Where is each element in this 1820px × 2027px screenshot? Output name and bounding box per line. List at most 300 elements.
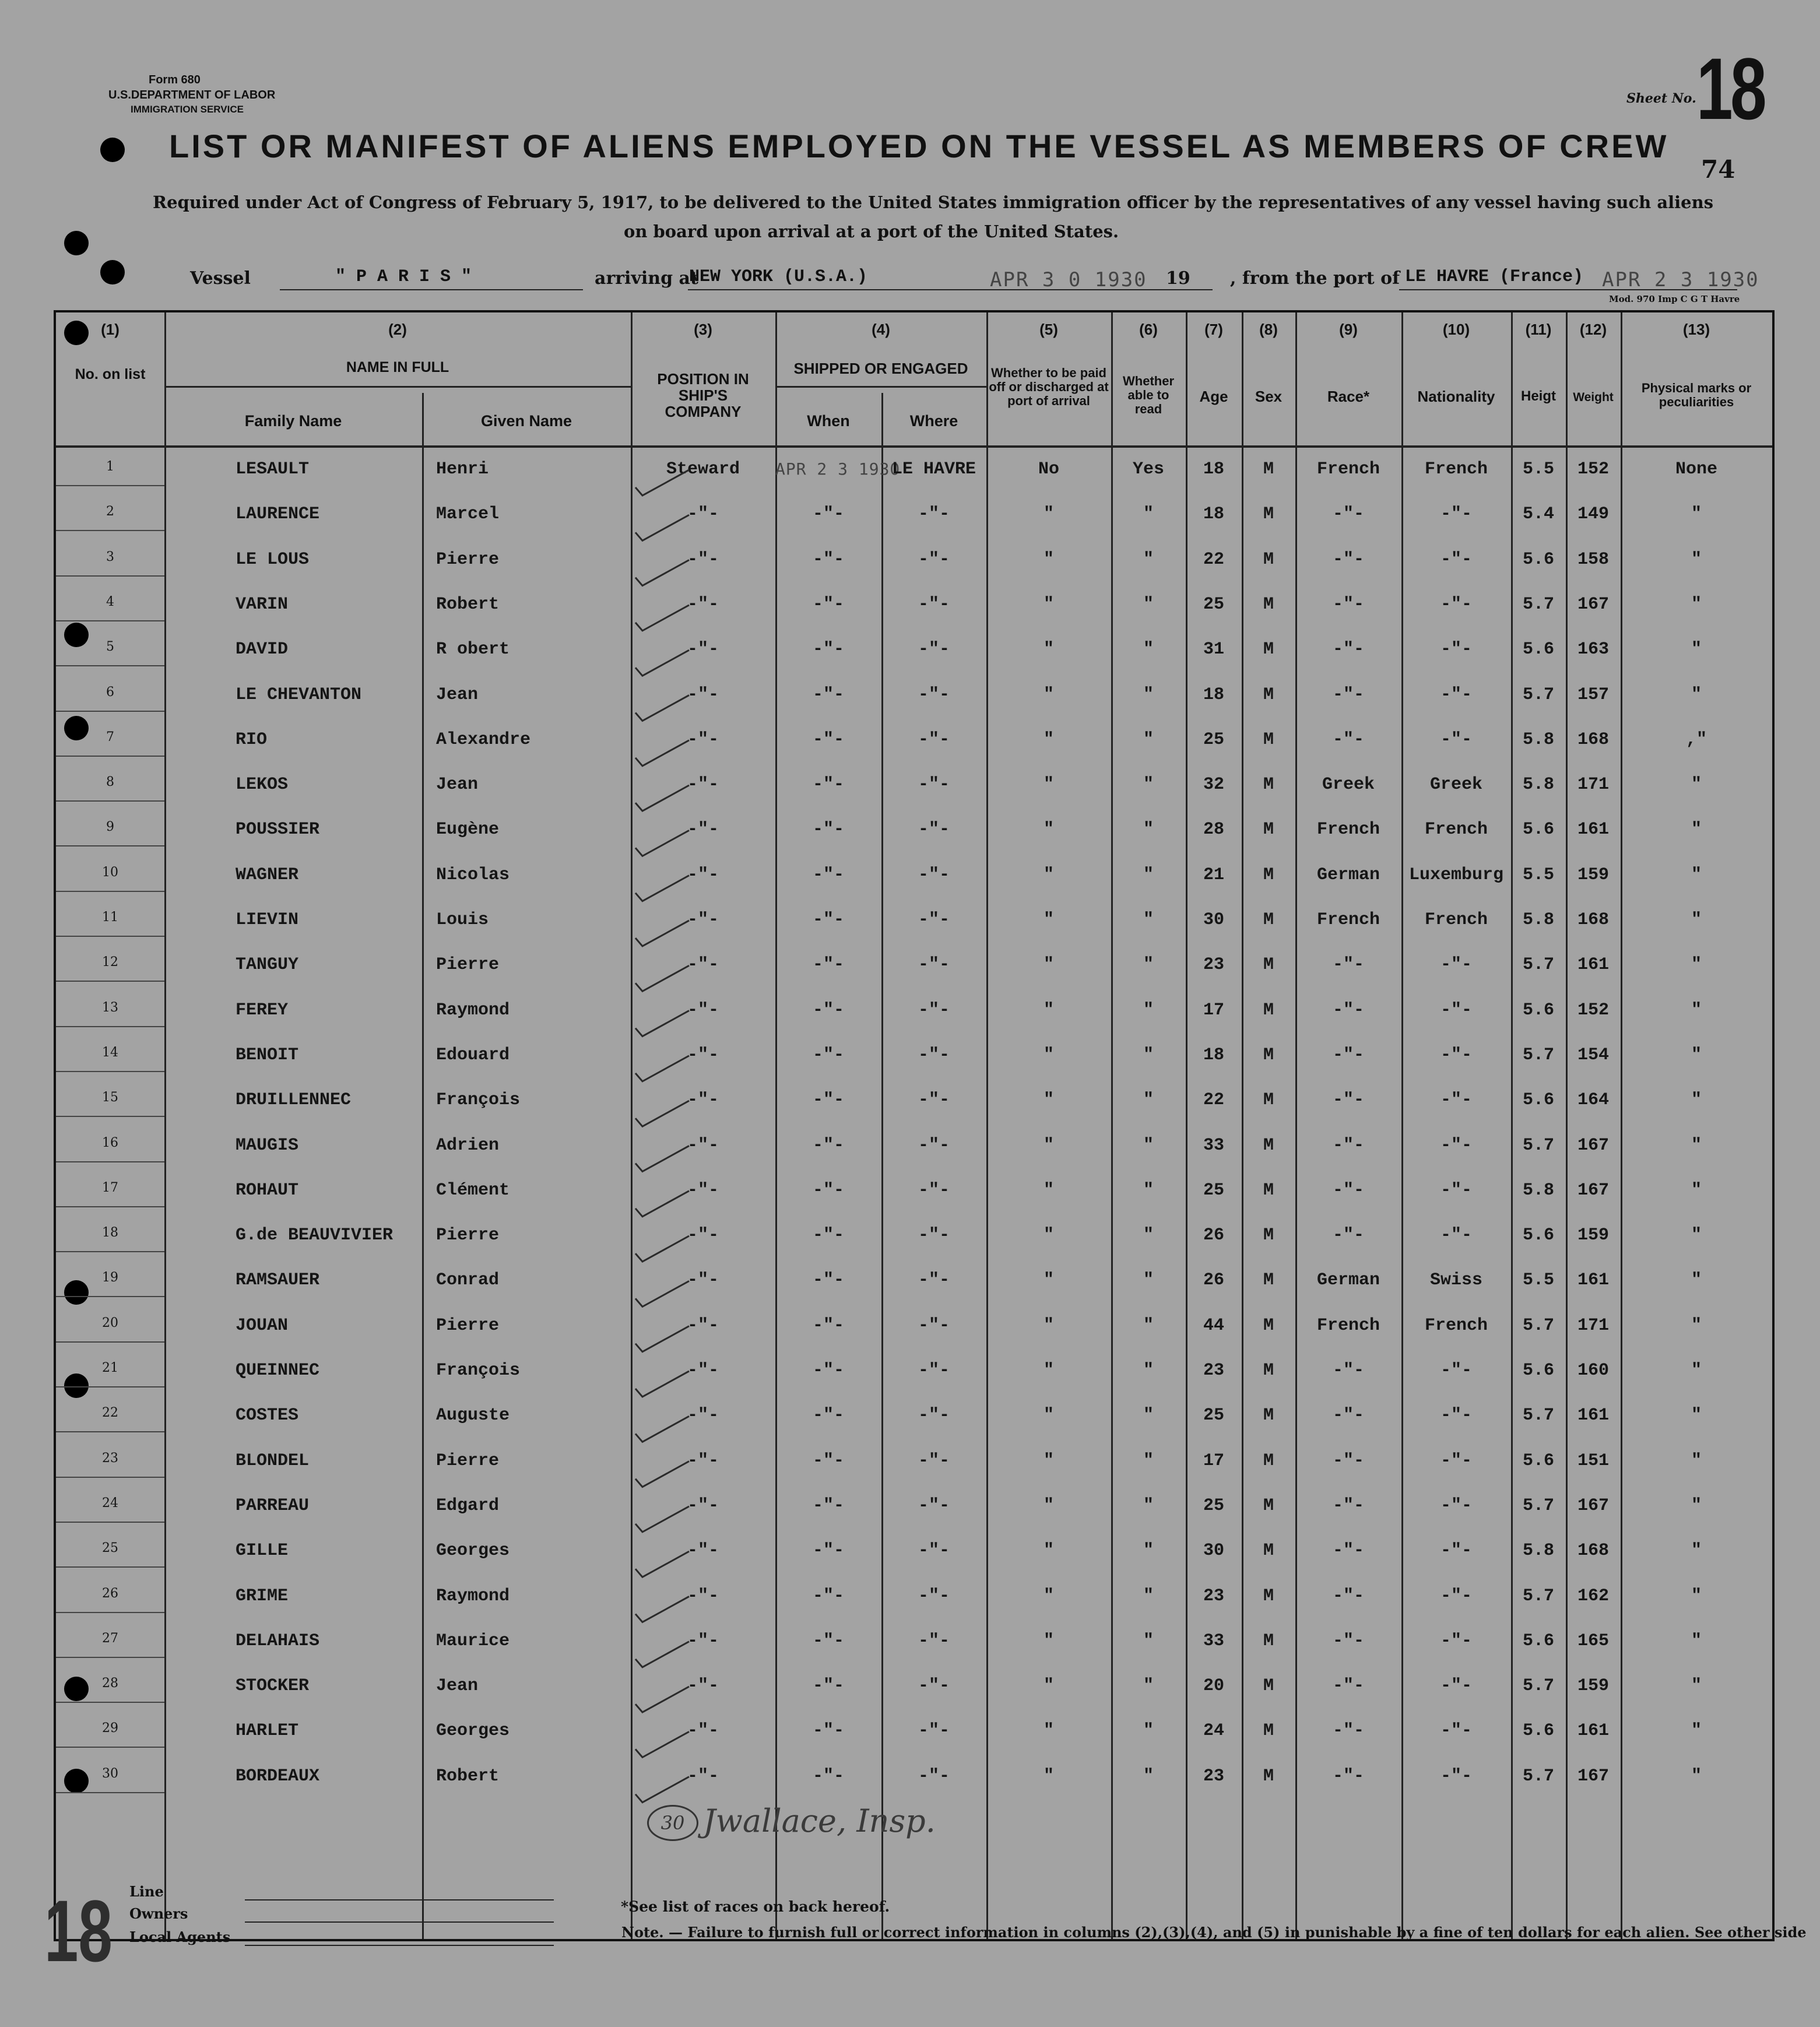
- cell-read: ": [1143, 684, 1154, 705]
- cell-given: Maurice: [436, 1631, 510, 1651]
- page-number: 74: [1701, 155, 1735, 184]
- cell-family: DRUILLENNEC: [236, 1090, 352, 1111]
- cell-when: APR 2 3 1930: [775, 459, 901, 479]
- check-mark: [635, 695, 689, 721]
- col-num-5: (5): [1039, 321, 1058, 338]
- cell-when: -"-: [812, 1406, 844, 1426]
- departure-date-stamp: APR 2 3 1930: [1602, 268, 1759, 291]
- cell-no: 3: [106, 549, 114, 564]
- cell-marks: ": [1691, 1676, 1702, 1696]
- cell-given: François: [436, 1090, 521, 1111]
- cell-where: -"-: [918, 729, 950, 750]
- cell-family: BORDEAUX: [236, 1766, 320, 1786]
- cell-nat: -"-: [1440, 1090, 1472, 1111]
- cell-when: -"-: [812, 1270, 844, 1291]
- cell-age: 17: [1203, 1450, 1224, 1471]
- cell-position: Steward: [666, 459, 740, 479]
- cell-race: -"-: [1332, 1135, 1364, 1155]
- cell-paid: ": [1043, 1000, 1054, 1020]
- cell-family: RAMSAUER: [236, 1270, 320, 1291]
- cell-no: 22: [102, 1406, 118, 1421]
- cell-paid: ": [1043, 1180, 1054, 1200]
- cell-family: LAURENCE: [236, 504, 320, 525]
- cell-nat: Swiss: [1429, 1270, 1482, 1291]
- cell-sex: M: [1263, 1180, 1274, 1200]
- cell-no: 18: [102, 1225, 118, 1241]
- cell-weight: 161: [1577, 820, 1609, 840]
- cell-race: -"-: [1332, 1180, 1364, 1200]
- cell-age: 28: [1203, 820, 1224, 840]
- cell-paid: ": [1043, 1676, 1054, 1696]
- cell-position: -"-: [687, 1406, 719, 1426]
- cell-read: ": [1143, 910, 1154, 930]
- cell-position: -"-: [687, 549, 719, 570]
- cell-no: 5: [106, 640, 114, 655]
- cell-when: -"-: [812, 1045, 844, 1065]
- cell-given: Marcel: [436, 504, 500, 525]
- cell-height: 5.6: [1522, 640, 1554, 660]
- cell-weight: 171: [1577, 1315, 1609, 1336]
- cell-read: ": [1143, 1180, 1154, 1200]
- cell-where: -"-: [918, 1090, 950, 1111]
- cell-paid: ": [1043, 1315, 1054, 1336]
- cell-read: ": [1143, 1586, 1154, 1606]
- cell-marks: ": [1691, 1541, 1702, 1561]
- cell-paid: ": [1043, 1766, 1054, 1786]
- cell-age: 23: [1203, 1766, 1224, 1786]
- cell-height: 5.7: [1522, 1766, 1554, 1786]
- header-where: Where: [909, 412, 958, 430]
- cell-when: -"-: [812, 910, 844, 930]
- footer-line-label: Line: [129, 1883, 164, 1900]
- cell-race: -"-: [1332, 1631, 1364, 1651]
- cell-race: German: [1316, 865, 1380, 885]
- cell-given: Georges: [436, 1541, 510, 1561]
- cell-height: 5.7: [1522, 1676, 1554, 1696]
- cell-age: 25: [1203, 729, 1224, 750]
- cell-nat: -"-: [1440, 504, 1472, 525]
- cell-no: 7: [106, 729, 114, 744]
- cell-when: -"-: [812, 1135, 844, 1155]
- cell-where: -"-: [918, 865, 950, 885]
- cell-marks: ": [1691, 775, 1702, 795]
- cell-family: LE CHEVANTON: [236, 684, 362, 705]
- cell-weight: 161: [1577, 1406, 1609, 1426]
- cell-when: -"-: [812, 1676, 844, 1696]
- cell-where: -"-: [918, 549, 950, 570]
- cell-no: 21: [102, 1361, 118, 1375]
- cell-weight: 159: [1577, 1676, 1609, 1696]
- cell-position: -"-: [687, 1090, 719, 1111]
- cell-position: -"-: [687, 775, 719, 795]
- cell-position: -"-: [687, 729, 719, 750]
- cell-position: -"-: [687, 955, 719, 975]
- cell-family: HARLET: [236, 1721, 299, 1741]
- cell-no: 15: [102, 1090, 118, 1105]
- cell-where: -"-: [918, 910, 950, 930]
- cell-position: -"-: [687, 1361, 719, 1380]
- check-mark: [635, 1777, 689, 1803]
- cell-given: Jean: [436, 684, 479, 705]
- cell-no: 29: [102, 1721, 118, 1736]
- header-sex: Sex: [1255, 388, 1283, 405]
- cell-where: -"-: [918, 1045, 950, 1065]
- col-num-4: (4): [872, 321, 890, 338]
- check-mark: [635, 1506, 689, 1532]
- cell-sex: M: [1263, 1135, 1274, 1155]
- cell-height: 5.8: [1522, 729, 1554, 750]
- cell-read: ": [1143, 820, 1154, 840]
- cell-read: ": [1143, 1045, 1154, 1065]
- cell-paid: ": [1043, 504, 1054, 525]
- cell-no: 23: [102, 1450, 118, 1466]
- col-num-9: (9): [1339, 321, 1358, 338]
- cell-age: 18: [1203, 504, 1224, 525]
- cell-read: ": [1143, 1541, 1154, 1561]
- cell-family: GRIME: [236, 1586, 289, 1606]
- cell-sex: M: [1263, 820, 1274, 840]
- cell-no: 11: [102, 910, 118, 925]
- cell-read: ": [1143, 1676, 1154, 1696]
- cell-position: -"-: [687, 1315, 719, 1336]
- cell-family: LE LOUS: [236, 549, 310, 570]
- col-num-2: (2): [388, 321, 407, 338]
- tally-check-marks: [633, 464, 703, 1875]
- cell-given: Adrien: [436, 1135, 500, 1155]
- cell-height: 5.7: [1522, 1586, 1554, 1606]
- cell-where: -"-: [918, 1586, 950, 1606]
- cell-weight: 165: [1577, 1631, 1609, 1651]
- cell-paid: ": [1043, 1406, 1054, 1426]
- cell-race: -"-: [1332, 1766, 1364, 1786]
- cell-marks: ": [1691, 1315, 1702, 1336]
- department: U.S.DEPARTMENT OF LABOR: [108, 89, 276, 101]
- cell-weight: 152: [1577, 459, 1609, 479]
- cell-marks: ": [1691, 1450, 1702, 1471]
- cell-family: BENOIT: [236, 1045, 299, 1065]
- check-mark: [635, 1101, 689, 1126]
- cell-paid: ": [1043, 1090, 1054, 1111]
- cell-weight: 168: [1577, 1541, 1609, 1561]
- col-num-3: (3): [694, 321, 712, 338]
- cell-nat: -"-: [1440, 1586, 1472, 1606]
- cell-given: Robert: [436, 1766, 500, 1786]
- cell-given: Alexandre: [436, 729, 531, 750]
- cell-position: -"-: [687, 684, 719, 705]
- cell-paid: ": [1043, 1450, 1054, 1471]
- cell-family: STOCKER: [236, 1676, 310, 1696]
- cell-weight: 171: [1577, 775, 1609, 795]
- cell-when: -"-: [812, 865, 844, 885]
- cell-when: -"-: [812, 820, 844, 840]
- cell-nat: -"-: [1440, 1000, 1472, 1020]
- cell-nat: French: [1424, 1315, 1488, 1336]
- cell-nat: -"-: [1440, 955, 1472, 975]
- check-mark: [635, 1731, 689, 1757]
- check-mark: [635, 1642, 689, 1667]
- cell-age: 26: [1203, 1225, 1224, 1246]
- cell-position: -"-: [687, 1045, 719, 1065]
- cell-race: -"-: [1332, 1450, 1364, 1471]
- subtitle-line-1: Required under Act of Congress of February 5, 1917, to be delivered to the United States immigration officer by the representatives of any vessel having such aliens: [153, 192, 1714, 212]
- cell-given: Raymond: [436, 1586, 510, 1606]
- check-mark: [635, 1687, 689, 1712]
- cell-family: WAGNER: [236, 865, 299, 885]
- cell-height: 5.6: [1522, 1090, 1554, 1111]
- cell-paid: ": [1043, 1631, 1054, 1651]
- cell-height: 5.6: [1522, 1631, 1554, 1651]
- cell-no: 28: [102, 1676, 118, 1691]
- cell-read: ": [1143, 1450, 1154, 1471]
- cell-when: -"-: [812, 684, 844, 705]
- check-mark: [635, 1281, 689, 1306]
- cell-when: -"-: [812, 1766, 844, 1786]
- sheet-label: Sheet No.: [1626, 91, 1696, 106]
- cell-given: Robert: [436, 594, 500, 614]
- cell-age: 25: [1203, 594, 1224, 614]
- cell-no: 9: [106, 820, 114, 835]
- cell-when: -"-: [812, 1541, 844, 1561]
- cell-marks: ": [1691, 1495, 1702, 1516]
- cell-when: -"-: [812, 549, 844, 570]
- check-mark: [635, 650, 689, 676]
- cell-marks: ": [1691, 640, 1702, 660]
- cell-weight: 162: [1577, 1586, 1609, 1606]
- col-num-1: (1): [101, 321, 120, 338]
- cell-family: GILLE: [236, 1541, 289, 1561]
- cell-position: -"-: [687, 1541, 719, 1561]
- arrival-date-stamp: APR 3 0 1930: [990, 268, 1147, 291]
- cell-sex: M: [1263, 865, 1274, 885]
- cell-height: 5.8: [1522, 1541, 1554, 1561]
- cell-marks: ": [1691, 594, 1702, 614]
- cell-read: ": [1143, 1135, 1154, 1155]
- cell-when: -"-: [812, 1450, 844, 1471]
- cell-height: 5.8: [1522, 1180, 1554, 1200]
- cell-given: Jean: [436, 1676, 479, 1696]
- crew-table: [54, 310, 1775, 1941]
- cell-age: 18: [1203, 459, 1224, 479]
- cell-where: -"-: [918, 1676, 950, 1696]
- cell-family: LESAULT: [236, 459, 310, 479]
- cell-given: Edgard: [436, 1495, 500, 1516]
- check-mark: [635, 830, 689, 856]
- cell-where: -"-: [918, 1495, 950, 1516]
- cell-given: Louis: [436, 910, 489, 930]
- cell-paid: ": [1043, 1541, 1054, 1561]
- check-mark: [635, 1326, 689, 1352]
- vessel-name: " P A R I S ": [335, 267, 472, 287]
- cell-where: -"-: [918, 1721, 950, 1741]
- from-port-label: , from the port of: [1230, 268, 1400, 289]
- cell-when: -"-: [812, 1315, 844, 1336]
- cell-where: -"-: [918, 1180, 950, 1200]
- cell-sex: M: [1263, 1676, 1274, 1696]
- cell-paid: ": [1043, 910, 1054, 930]
- check-mark: [635, 1011, 689, 1037]
- header-shipped-engaged: SHIPPED OR ENGAGED: [793, 360, 968, 377]
- cell-paid: ": [1043, 775, 1054, 795]
- cell-when: -"-: [812, 640, 844, 660]
- cell-race: -"-: [1332, 1225, 1364, 1246]
- cell-family: LEKOS: [236, 775, 289, 795]
- cell-marks: ": [1691, 910, 1702, 930]
- cell-height: 5.7: [1522, 1495, 1554, 1516]
- count-value: 30: [660, 1812, 685, 1834]
- service: IMMIGRATION SERVICE: [131, 104, 244, 115]
- cell-age: 33: [1203, 1135, 1224, 1155]
- cell-height: 5.7: [1522, 955, 1554, 975]
- check-mark: [635, 1551, 689, 1577]
- cell-given: Raymond: [436, 1000, 510, 1020]
- cell-marks: ": [1691, 865, 1702, 885]
- cell-weight: 152: [1577, 1000, 1609, 1020]
- cell-height: 5.4: [1522, 504, 1554, 525]
- cell-race: -"-: [1332, 640, 1364, 660]
- cell-age: 23: [1203, 1586, 1224, 1606]
- cell-marks: ": [1691, 1045, 1702, 1065]
- cell-given: Pierre: [436, 1225, 500, 1246]
- cell-marks: ": [1691, 1586, 1702, 1606]
- cell-where: LE HAVRE: [891, 459, 976, 479]
- cell-race: -"-: [1332, 1676, 1364, 1696]
- cell-nat: -"-: [1440, 1721, 1472, 1741]
- col-num-11: (11): [1525, 321, 1552, 338]
- cell-marks: ": [1691, 1631, 1702, 1651]
- check-mark: [635, 1597, 689, 1622]
- header-nationality: Nationality: [1417, 388, 1495, 405]
- cell-read: ": [1143, 549, 1154, 570]
- cell-weight: 168: [1577, 729, 1609, 750]
- cell-marks: ": [1691, 1000, 1702, 1020]
- cell-weight: 157: [1577, 684, 1609, 705]
- cell-sex: M: [1263, 504, 1274, 525]
- form-number: Form 680: [149, 73, 201, 86]
- cell-when: -"-: [812, 594, 844, 614]
- cell-paid: ": [1043, 594, 1054, 614]
- cell-nat: -"-: [1440, 729, 1472, 750]
- cell-age: 22: [1203, 549, 1224, 570]
- cell-read: ": [1143, 775, 1154, 795]
- cell-nat: -"-: [1440, 1180, 1472, 1200]
- cell-given: Edouard: [436, 1045, 510, 1065]
- cell-sex: M: [1263, 684, 1274, 705]
- cell-where: -"-: [918, 684, 950, 705]
- cell-sex: M: [1263, 1721, 1274, 1741]
- cell-position: -"-: [687, 1180, 719, 1200]
- check-mark: [635, 785, 689, 811]
- cell-position: -"-: [687, 1586, 719, 1606]
- cell-sex: M: [1263, 1090, 1274, 1111]
- cell-when: -"-: [812, 1721, 844, 1741]
- cell-weight: 168: [1577, 910, 1609, 930]
- cell-weight: 158: [1577, 549, 1609, 570]
- cell-height: 5.6: [1522, 1361, 1554, 1380]
- cell-marks: ,": [1685, 729, 1707, 750]
- cell-race: -"-: [1332, 1495, 1364, 1516]
- cell-read: ": [1143, 1361, 1154, 1380]
- cell-race: -"-: [1332, 594, 1364, 614]
- cell-given: R obert: [436, 640, 510, 660]
- cell-no: 8: [106, 775, 114, 790]
- cell-nat: -"-: [1440, 1631, 1472, 1651]
- cell-weight: 164: [1577, 1090, 1609, 1111]
- cell-race: -"-: [1332, 504, 1364, 525]
- cell-nat: -"-: [1440, 1225, 1472, 1246]
- check-mark: [635, 965, 689, 991]
- cell-weight: 163: [1577, 640, 1609, 660]
- cell-given: François: [436, 1361, 521, 1380]
- cell-race: French: [1316, 459, 1380, 479]
- cell-age: 30: [1203, 910, 1224, 930]
- cell-race: -"-: [1332, 1541, 1364, 1561]
- check-mark: [635, 1416, 689, 1442]
- cell-where: -"-: [918, 1361, 950, 1380]
- cell-sex: M: [1263, 549, 1274, 570]
- cell-nat: French: [1424, 820, 1488, 840]
- header-paid-off: Whether to be paid off or discharged at port of arrival: [989, 366, 1109, 408]
- check-mark: [635, 1056, 689, 1081]
- cell-when: -"-: [812, 729, 844, 750]
- cell-family: DAVID: [236, 640, 289, 660]
- cell-where: -"-: [918, 594, 950, 614]
- cell-weight: 159: [1577, 865, 1609, 885]
- arriving-label: arriving at: [595, 268, 698, 289]
- cell-no: 4: [106, 594, 114, 609]
- cell-where: -"-: [918, 504, 950, 525]
- cell-when: -"-: [812, 955, 844, 975]
- cell-when: -"-: [812, 1000, 844, 1020]
- arriving-port: NEW YORK (U.S.A.): [689, 267, 868, 287]
- cell-race: -"-: [1332, 1361, 1364, 1380]
- cell-family: POUSSIER: [236, 820, 320, 840]
- cell-read: Yes: [1132, 459, 1164, 479]
- cell-no: 24: [102, 1495, 118, 1510]
- cell-marks: ": [1691, 549, 1702, 570]
- cell-height: 5.7: [1522, 1315, 1554, 1336]
- cell-marks: ": [1691, 1135, 1702, 1155]
- cell-paid: ": [1043, 865, 1054, 885]
- cell-race: -"-: [1332, 1406, 1364, 1426]
- cell-weight: 167: [1577, 1766, 1609, 1786]
- cell-family: DELAHAIS: [236, 1631, 320, 1651]
- check-mark: [635, 1236, 689, 1262]
- cell-read: ": [1143, 1000, 1154, 1020]
- cell-paid: ": [1043, 1495, 1054, 1516]
- cell-given: Pierre: [436, 1450, 500, 1471]
- check-mark: [635, 740, 689, 766]
- cell-sex: M: [1263, 1766, 1274, 1786]
- cell-given: Pierre: [436, 955, 500, 975]
- cell-family: RIO: [236, 729, 268, 750]
- cell-age: 30: [1203, 1541, 1224, 1561]
- header-weight: Weight: [1573, 391, 1614, 404]
- punch-hole: [100, 260, 125, 284]
- cell-when: -"-: [812, 775, 844, 795]
- col-num-10: (10): [1442, 321, 1470, 338]
- cell-read: ": [1143, 1315, 1154, 1336]
- cell-height: 5.6: [1522, 1450, 1554, 1471]
- cell-height: 5.8: [1522, 775, 1554, 795]
- cell-nat: -"-: [1440, 1361, 1472, 1380]
- cell-nat: French: [1424, 459, 1488, 479]
- cell-weight: 151: [1577, 1450, 1609, 1471]
- footer-owners-label: Owners: [129, 1905, 188, 1922]
- cell-read: ": [1143, 1090, 1154, 1111]
- cell-race: -"-: [1332, 1721, 1364, 1741]
- cell-paid: ": [1043, 1586, 1054, 1606]
- cell-sex: M: [1263, 1000, 1274, 1020]
